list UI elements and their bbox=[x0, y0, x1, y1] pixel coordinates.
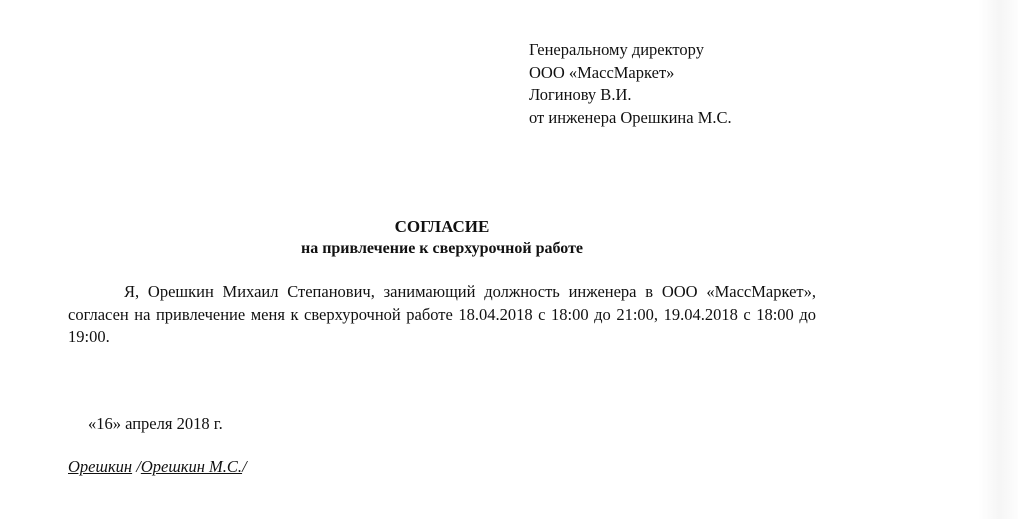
page-edge-shadow bbox=[978, 0, 1018, 519]
signature-separator: / bbox=[132, 457, 141, 476]
consent-body-text: Я, Орешкин Михаил Степанович, занимающий должность инженера в ООО «МассМаркет», согласен на привлечение меня к сверхурочной работе 18.04.2018 с 18:00 до 21:00, 19.04.2018 с 18:00 до 19:00. bbox=[68, 282, 816, 346]
sender-line: от инженера Орешкина М.С. bbox=[529, 107, 732, 127]
signature-line bbox=[68, 456, 247, 478]
addressee-company: ООО «МассМаркет» bbox=[529, 62, 675, 82]
document-subtitle: на привлечение к сверхурочной работе bbox=[300, 240, 584, 257]
signature-closing: / bbox=[242, 457, 247, 476]
addressee-name: Логинову В.И. bbox=[529, 85, 632, 104]
document-date: «16» апреля 2018 г. bbox=[88, 414, 223, 433]
document-title: СОГЛАСИЕ bbox=[394, 217, 490, 236]
document-heading bbox=[68, 215, 816, 260]
signature: Орешкин bbox=[68, 457, 133, 476]
signature-decoding: Орешкин М.С. bbox=[140, 457, 243, 476]
addressee-block bbox=[529, 39, 732, 129]
addressee-position: Генеральному директору bbox=[529, 40, 704, 59]
